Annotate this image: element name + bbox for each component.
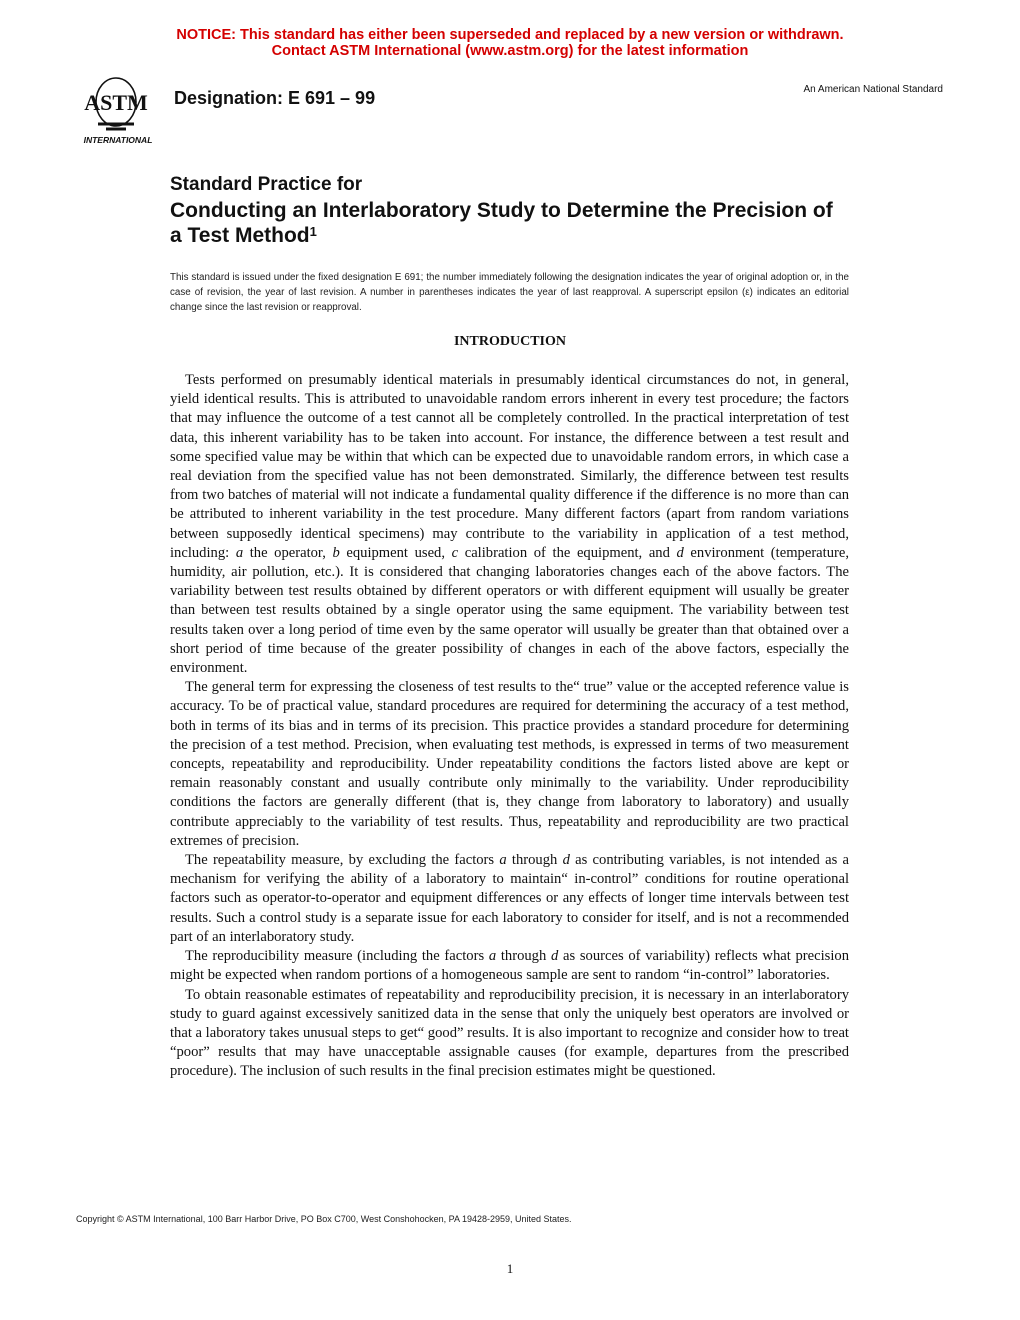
intro-paragraph-2: The general term for expressing the closeness of test results to the“ true” value or the accepted reference value is accuracy. To be of practical value, standard procedures are required for determining the accuracy of a test method, both in terms of its bias and in terms of its precision. This practice provides a standard procedure for determining the precision of a test method. Precision, when evaluating test methods, is expressed in terms of two measurement concepts, repeatability and reproducibility. Under repeatability conditions the factors listed above are kept or remain reasonably constant and usually contribute only minimally to the variability. Under reproducibility conditions the factors are generally different (that is, they change from laboratory to laboratory) and usually contribute appreciably to the variability of test results. Thus, repeatability and reproducibility are two practical extremes of precision. (170, 679, 849, 849)
text-span: the operator, (243, 544, 333, 561)
svg-text:ASTM: ASTM (84, 90, 148, 115)
astm-logo (76, 74, 162, 148)
text-span: The reproducibility measure (including the factors (185, 948, 489, 965)
factor-a: a (499, 852, 507, 869)
factor-d: d (562, 852, 570, 869)
withdrawn-notice-line2: Contact ASTM International (www.astm.org) for the latest information (271, 43, 749, 59)
factor-a: a (235, 544, 244, 561)
factor-c: c (451, 544, 459, 561)
title-prefix: Standard Practice for (170, 174, 363, 195)
withdrawn-notice-line1: NOTICE: This standard has either been superseded and replaced by a new version or withdrawn. (176, 27, 844, 43)
intro-paragraph-3 (170, 851, 849, 947)
text-span: as sources of variability) reflects what precision might be expected when random portions of a homogeneous sample are sent to random “in-control” laboratories. (170, 948, 849, 984)
introduction-heading: INTRODUCTION (453, 334, 566, 349)
text-span: The repeatability measure, by excluding the factors (185, 852, 500, 869)
text-span: through (506, 852, 563, 869)
svg-text:INTERNATIONAL: INTERNATIONAL (83, 135, 153, 145)
intro-paragraph-5: To obtain reasonable estimates of repeatability and reproducibility precision, it is necessary in an interlaboratory study to guard against excessively sanitized data in the sense that only the uniquely best operators are involved or that a laboratory takes unusual steps to get“ good” results. It is also important to recognize and consider how to treat “poor” results that may have unacceptable assignable causes (for example, departures from the prescribed procedure). The inclusion of such results in the final precision estimates might be questioned. (170, 986, 849, 1080)
issue-note: This standard is issued under the fixed designation E 691; the number immediately following the designation indicates the year of original adoption or, in the case of revision, the year of last revision. A number in parentheses indicates the year of last reapproval. A superscript epsilon (ε) indicates an editorial change since the last revision or reapproval. (170, 272, 849, 313)
intro-paragraph-4 (170, 947, 849, 985)
text-span: through (496, 948, 551, 965)
text-span: as contributing variables, is not intended as a mechanism for verifying the ability of a laboratory to maintain“ in-control” conditions for routine operational factors such as operator-to-operator and equipment differences or any effects of longer time intervals between test results. Such a control study is a separate issue for each laboratory to consider for itself, and is not a recommended part of an interlaboratory study. (170, 852, 849, 945)
page-number: 1 (506, 1261, 514, 1276)
text-span: Tests performed on presumably identical materials in presumably identical circumstances do not, in general, yield identical results. This is attributed to unavoidable random errors inherent in every test procedure; the factors that may influence the outcome of a test cannot all be completely controlled. In the practical interpretation of test data, this inherent variability has to be taken into account. For instance, the difference between a test result and some specified value may be within that which can be expected due to unavoidable random errors, in which case a real deviation from the specified value has not been demonstrated. Similarly, the difference between test results from two batches of material will not indicate a fundamental quality difference if the difference is no more than can be attributed to inherent variability in the test procedure. Many different factors (apart from random variations between supposedly identical specimens) may contribute to the variability in application of a test method, including: (170, 372, 849, 561)
intro-paragraph-1 (170, 371, 849, 678)
title-footnote-mark: 1 (309, 224, 317, 239)
introduction-body (170, 371, 849, 1082)
copyright-notice: Copyright © ASTM International, 100 Barr Harbor Drive, PO Box C700, West Conshohocken, PA 19428-2959, United States. (76, 1214, 572, 1224)
factor-a: a (488, 948, 497, 965)
page-title-text: Conducting an Interlaboratory Study to Determine the Precision of a Test Method (170, 199, 833, 247)
designation: Designation: E 691 – 99 (174, 88, 376, 108)
page-title (170, 198, 850, 248)
text-span: equipment used, (339, 544, 452, 561)
text-span: environment (temperature, humidity, air pollution, etc.). It is considered that changing laboratories changes each of the above factors. The variability between test results obtained by different operators or with different equipment will usually be greater than between test results obtained by a single operator using the same equipment. The variability between test results taken over a long period of time even by the same operator will usually be greater than that obtained over a short period of time because of the greater possibility of changes in each of the above factors, especially the environment. (170, 544, 849, 677)
text-span: calibration of the equipment, and (458, 544, 677, 561)
factor-d: d (676, 544, 684, 561)
factor-d: d (550, 948, 559, 965)
national-standard-label: An American National Standard (803, 84, 943, 95)
factor-b: b (332, 544, 340, 561)
